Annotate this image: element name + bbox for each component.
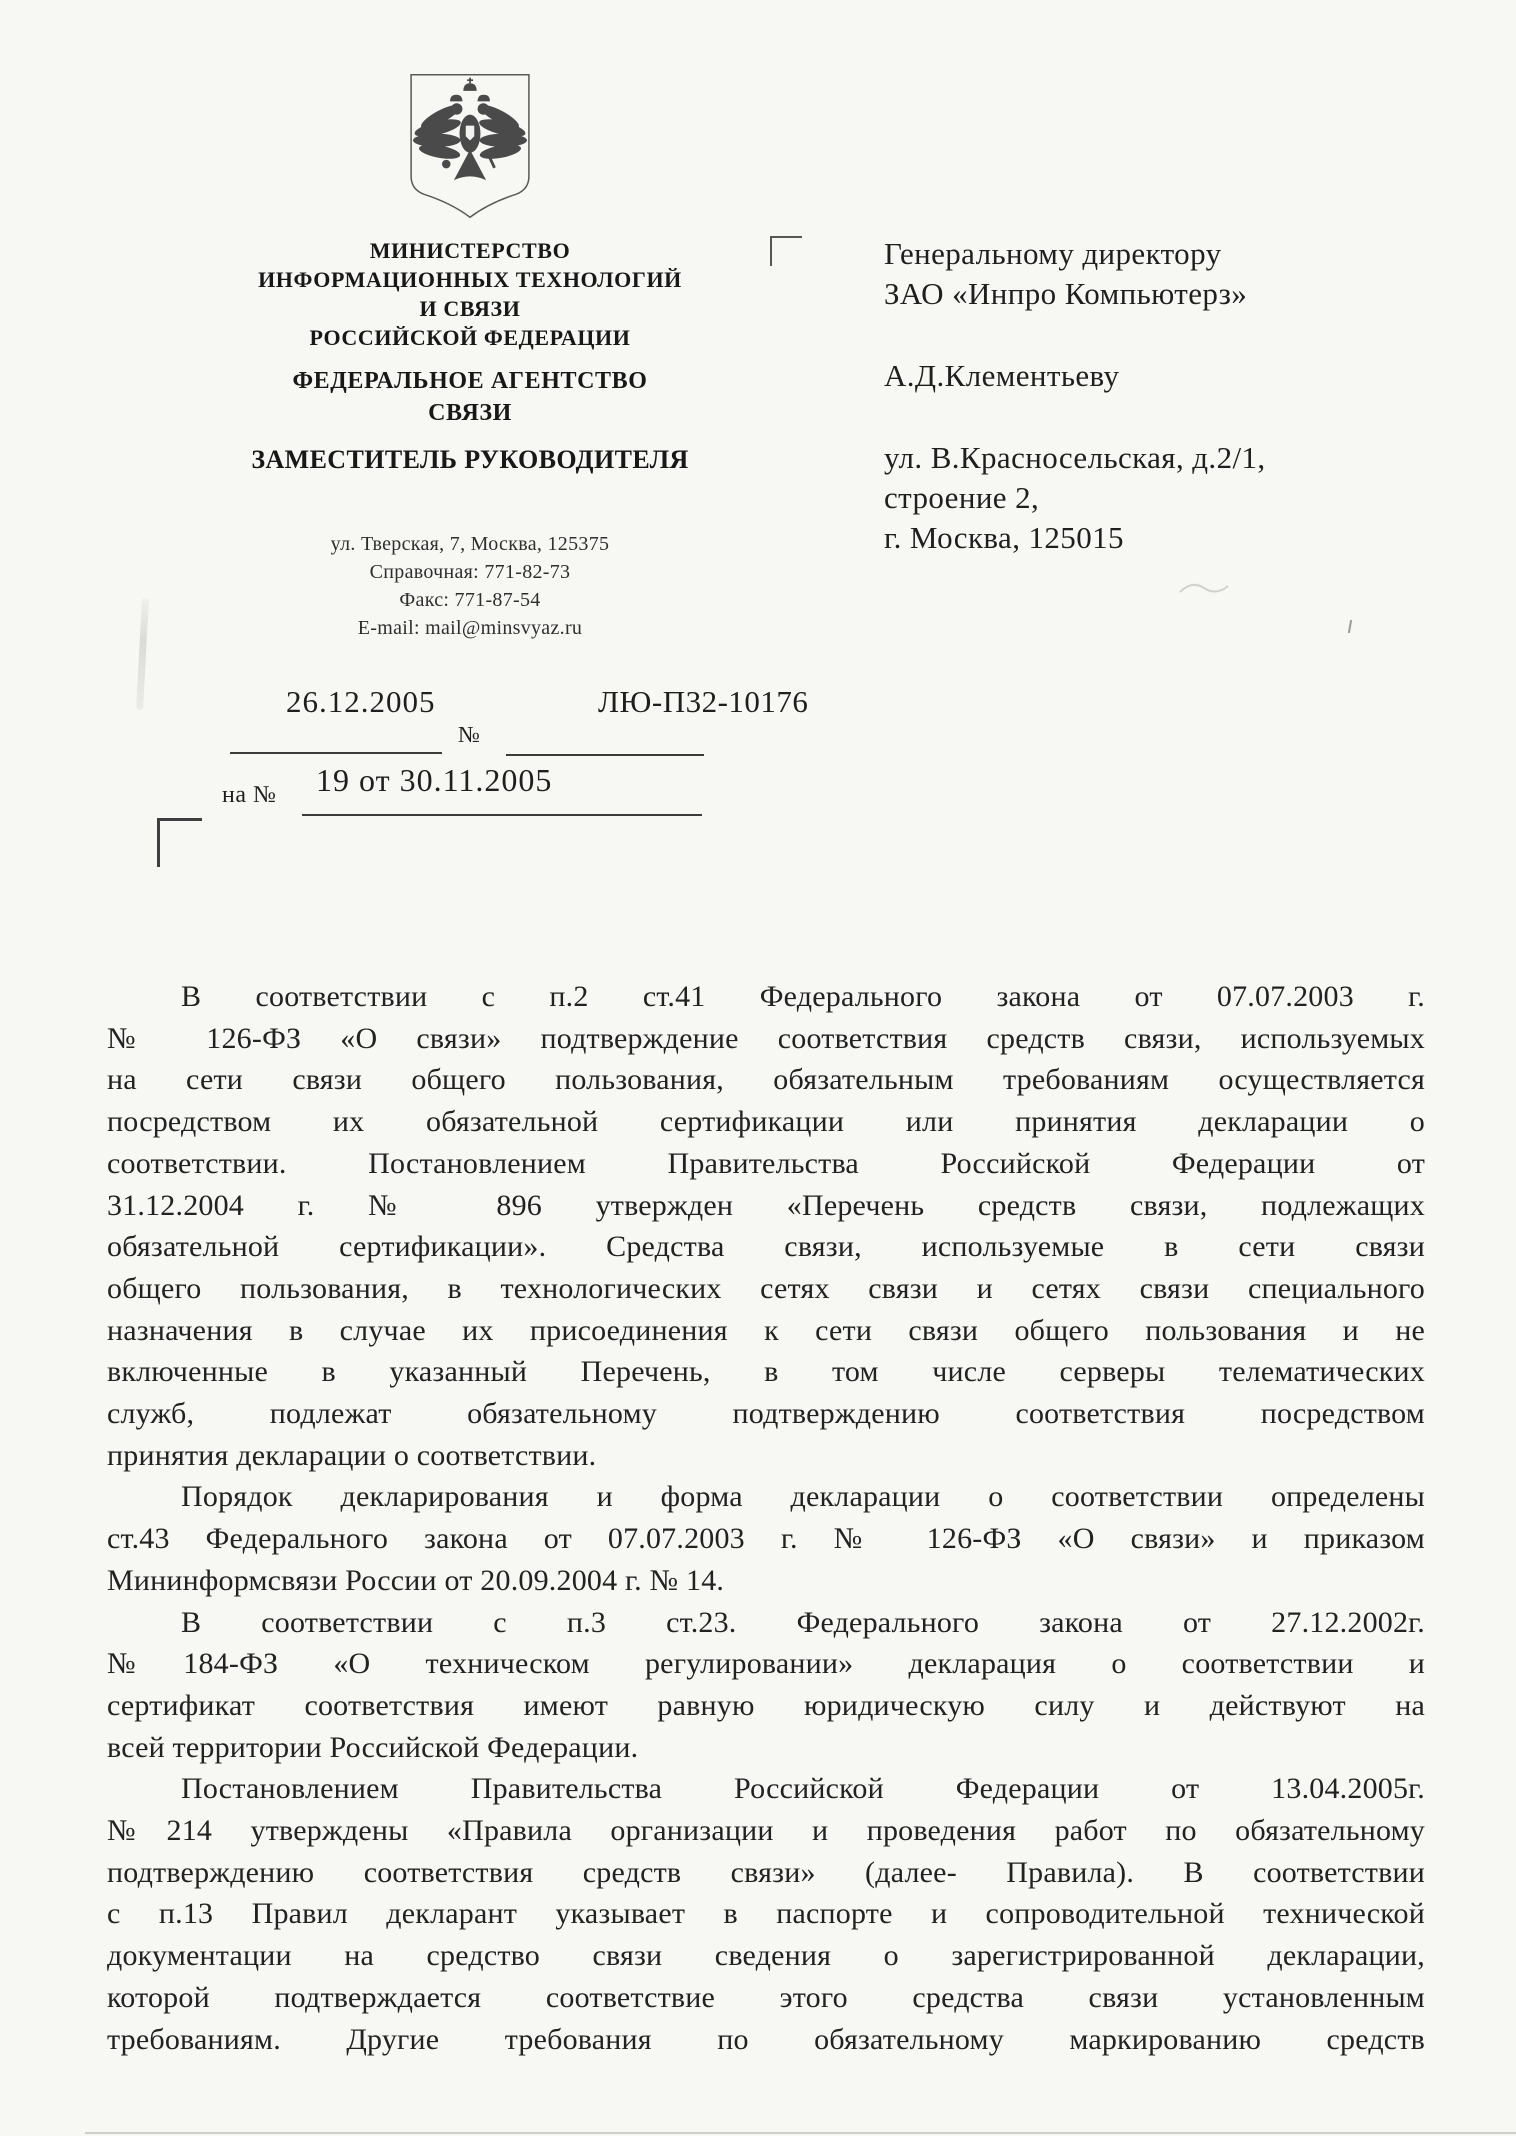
reply-underline (302, 814, 702, 816)
reply-reference-label: на № (222, 782, 277, 808)
agency-name (225, 365, 715, 429)
deputy-head-title: ЗАМЕСТИТЕЛЬ РУКОВОДИТЕЛЯ (251, 445, 689, 474)
recipient-block (884, 234, 1464, 558)
sender-phone: Справочная: 771-82-73 (369, 561, 571, 583)
body-line: ст.43 Федерального закона от 07.07.2003 г. № 126-ФЗ «О связи» и приказом (107, 1522, 1425, 1556)
body-line: №214 утверждены «Правила организации и проведения работ по обязательному (107, 1814, 1425, 1848)
ministry-name-line: ИНФОРМАЦИОННЫХ ТЕХНОЛОГИЙ (258, 267, 682, 292)
recipient-company: ЗАО «Инпро Компьютерз» (884, 276, 1248, 311)
agency-name-line: СВЯЗИ (428, 400, 512, 426)
body-line: посредством их обязательной сертификации или принятия декларации о (107, 1105, 1425, 1139)
recipient-address-line: ул. В.Красносельская, д.2/1, (884, 440, 1266, 475)
ministry-name-line: И СВЯЗИ (419, 296, 521, 321)
body-line: В соответствии с п.2 ст.41 Федерального закона от 07.07.2003 г. (181, 980, 1425, 1013)
sender-fax: Факс: 771-87-54 (399, 589, 541, 611)
ministry-name (225, 236, 715, 352)
scan-tick-artifact (1348, 620, 1352, 633)
body-paragraphs (107, 976, 1425, 2060)
body-line: Порядок декларирования и форма декларации о соответствии определены (181, 1480, 1425, 1514)
body-line: всей территории Российской Федерации. (107, 1730, 639, 1764)
number-sign-label: № (458, 722, 480, 747)
recipient-address-line: г. Москва, 125015 (884, 520, 1124, 555)
body-line: на сети связи общего пользования, обязательным требованиям осуществляется (107, 1063, 1425, 1097)
scan-edge-shadow (85, 2132, 1516, 2134)
body-line: назначения в случае их присоединения к сети связи общего пользования и не (107, 1313, 1425, 1347)
scan-smudge-artifact (136, 598, 149, 710)
agency-name-line: ФЕДЕРАЛЬНОЕ АГЕНТСТВО (292, 368, 648, 394)
body-line: Мининформсвязи России от 20.09.2004 г. № 14. (107, 1563, 725, 1597)
outgoing-date: 26.12.2005 (286, 684, 436, 719)
body-line: документации на средство связи сведения о зарегистрированной декларации, (107, 1939, 1425, 1973)
letterhead-sender-block (225, 70, 715, 642)
outgoing-number: ЛЮ-П32-10176 (598, 684, 809, 719)
scan-curve-artifact (1178, 578, 1230, 598)
body-line: Постановлением Правительства Российской Федерации от 13.04.2005г. (181, 1772, 1425, 1806)
sender-contact-block (225, 530, 715, 642)
date-underline (230, 752, 442, 754)
ministry-name-line: РОССИЙСКОЙ ФЕДЕРАЦИИ (309, 325, 631, 350)
body-line: которой подтверждается соответствие этого средства связи установленным (107, 1980, 1425, 2014)
body-line: служб, подлежат обязательному подтверждению соответствия посредством (107, 1397, 1425, 1431)
recipient-name: А.Д.Клементьеву (884, 358, 1120, 393)
reply-reference-value: 19 от 30.11.2005 (316, 762, 553, 798)
body-line: принятия декларации о соответствии. (107, 1438, 597, 1472)
coat-of-arms-icon (396, 70, 544, 222)
body-line: общего пользования, в технологических сетях связи и сетях связи специального (107, 1271, 1425, 1305)
text-field-corner-mark (157, 818, 202, 867)
number-underline (506, 754, 704, 756)
body-line: № 126-ФЗ «О связи» подтверждение соответствия средств связи, используемых (107, 1021, 1425, 1055)
sender-email: E-mail: mail@minsvyaz.ru (357, 617, 583, 639)
body-line: требованиям. Другие требования по обязательному маркированию средств (107, 2022, 1425, 2056)
body-line: сертификат соответствия имеют равную юридическую силу и действуют на (107, 1688, 1425, 1722)
body-line: 31.12.2004 г. № 896 утвержден «Перечень средств связи, подлежащих (107, 1188, 1425, 1222)
body-line: включенные в указанный Перечень, в том числе серверы телематических (107, 1355, 1425, 1389)
address-field-corner-mark (770, 236, 802, 266)
body-line: обязательной сертификации». Средства связи, используемые в сети связи (107, 1230, 1425, 1264)
sender-address: ул. Тверская, 7, Москва, 125375 (330, 533, 610, 555)
body-line: №184-ФЗ «О техническом регулировании» декларация о соответствии и (107, 1647, 1425, 1681)
body-line: соответствии. Постановлением Правительства Российской Федерации от (107, 1146, 1425, 1180)
recipient-address-line: строение 2, (884, 480, 1040, 515)
ministry-name-line: МИНИСТЕРСТВО (369, 238, 571, 263)
recipient-title: Генеральному директору (884, 236, 1222, 271)
body-line: подтверждению соответствия средств связи» (далее- Правила). В соответствии (107, 1855, 1425, 1889)
body-line: В соответствии с п.3 ст.23. Федерального закона от 27.12.2002г. (181, 1605, 1425, 1639)
body-line: с п.13 Правил декларант указывает в паспорте и сопроводительной технической (107, 1897, 1425, 1931)
